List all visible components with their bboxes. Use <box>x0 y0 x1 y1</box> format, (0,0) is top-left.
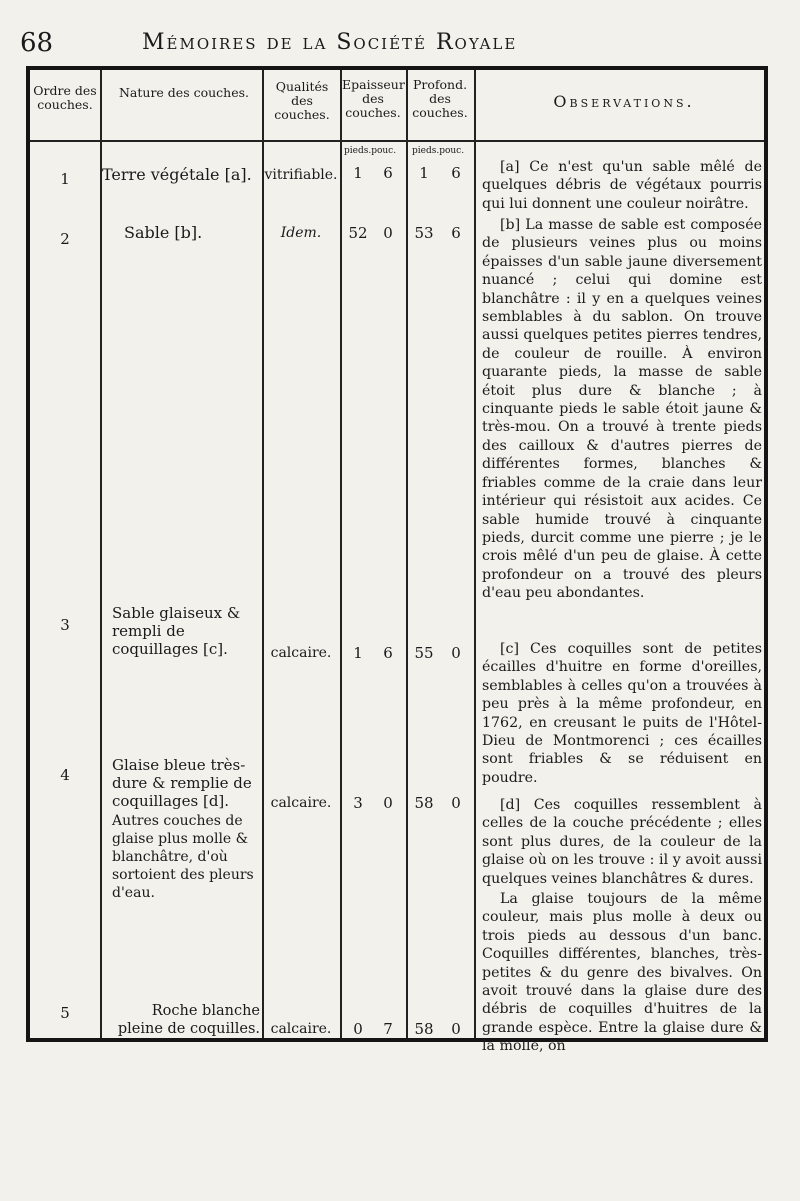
row-2-depth-inches: 6 <box>451 224 461 242</box>
page-number: 68 <box>20 28 54 58</box>
row-5-thickness-feet: 0 <box>353 1020 363 1038</box>
observation-b-text: [b] La masse de sable est composée de plusieurs veines plus ou moins épaisses d'un sable jaune diversement nuancé ; celui qui domine est blanchâtre : il y en a quelques veines semblables à du sablon. On trouve aussi quelques petites pierres tendres, de couleur de rouille. À environ quarante pieds, la masse de sable étoit plus dure & blanche ; à cinquante pieds le sable étoit jaune & très-mou. On a trouvé à trente pieds des cailloux & d'autres pierres de différentes formes, blanches & friables comme de la craie dans leur intérieur qui résistoit aux acides. Ce sable humide trouvé à cinquante pieds, durcit comme une pierre ; je le crois mêlé d'un peu de glaise. À cette profondeur on a trouvé des pleurs d'eau peu abondantes. <box>482 217 762 602</box>
strata-table <box>26 66 768 1055</box>
column-rule <box>262 70 264 1038</box>
row-5-nature: Roche blanche pleine de coquilles. <box>117 1003 260 1037</box>
row-5-depth-inches: 0 <box>451 1020 461 1038</box>
row-4-quality: calcaire. <box>270 795 332 811</box>
observation-a <box>482 158 762 213</box>
row-4-thickness-inches: 0 <box>383 794 393 812</box>
header-depth: Profond. des couches. <box>412 77 468 120</box>
row-3-thickness-feet: 1 <box>353 644 363 662</box>
row-5-order: 5 <box>60 1004 70 1022</box>
row-3-thickness-inches: 6 <box>383 644 393 662</box>
thickness-units: pieds.pouc. <box>344 146 397 156</box>
observation-a-text: [a] Ce n'est qu'un sable mêlé de quelques débris de végétaux pourris qui lui donnent une couleur noirâtre. <box>482 159 762 212</box>
row-3-depth-inches: 0 <box>451 644 461 662</box>
row-5-quality: calcaire. <box>270 1021 332 1037</box>
row-1-thickness-feet: 1 <box>353 164 363 182</box>
observation-d <box>482 796 762 888</box>
row-4-nature: Glaise bleue très-dure & remplie de coquillages [d]. <box>112 756 252 810</box>
row-4-depth-feet: 58 <box>414 794 434 812</box>
header-order: Ordre des couches. <box>33 83 97 112</box>
column-rule <box>100 70 102 1038</box>
row-1-order: 1 <box>60 170 70 188</box>
column-rule <box>340 70 342 1038</box>
row-4-order: 4 <box>60 766 70 784</box>
header-rule <box>30 140 764 142</box>
row-5-thickness-inches: 7 <box>383 1020 393 1038</box>
row-3-depth-feet: 55 <box>414 644 434 662</box>
observation-d-text: [d] Ces coquilles ressemblent à celles de la couche précédente ; elles sont plus dures, de la couleur de la glaise où on les trouve : il y avoit aussi quelques veines blanchâtres & dures. <box>482 797 762 887</box>
row-2-depth-feet: 53 <box>414 224 434 242</box>
observation-c-text: [c] Ces coquilles sont de petites écailles d'huitre en forme d'oreilles, semblables à celles qu'on a trouvées à peu près à la même profondeur, en 1762, en creusant le puits de l'Hôtel-Dieu de Montmorenci ; ces écailles sont friables & se réduisent en poudre. <box>482 641 762 786</box>
row-2-thickness-feet: 52 <box>348 224 368 242</box>
row-1-thickness-inches: 6 <box>383 164 393 182</box>
row-3-order: 3 <box>60 616 70 634</box>
row-4-depth-inches: 0 <box>451 794 461 812</box>
row-1-nature: Terre végétale [a]. <box>102 165 252 184</box>
row-4-nature-extra: Autres couches de glaise plus molle & blanchâtre, d'où sortoient des pleurs d'eau. <box>112 813 254 901</box>
row-1-quality: vitrifiable. <box>264 167 338 183</box>
row-2-quality: Idem. <box>280 225 322 241</box>
observation-c <box>482 640 762 787</box>
observation-b <box>482 216 762 603</box>
row-4-thickness-feet: 3 <box>353 794 363 812</box>
observation-continuation <box>482 890 762 1056</box>
header-observations: Observations. <box>553 92 695 111</box>
header-thickness: Epaisseur des couches. <box>342 77 405 120</box>
running-head <box>20 24 780 64</box>
row-2-thickness-inches: 0 <box>383 224 393 242</box>
column-rule <box>406 70 408 1038</box>
header-nature: Nature des couches. <box>118 85 249 100</box>
row-1-depth-feet: 1 <box>419 164 429 182</box>
row-1-depth-inches: 6 <box>451 164 461 182</box>
row-3-nature: Sable glaiseux & rempli de coquillages [c]. <box>112 604 241 658</box>
column-rule <box>474 70 476 1038</box>
row-2-order: 2 <box>60 230 70 248</box>
observation-continuation-text: La glaise toujours de la même couleur, mais plus molle à deux ou trois pieds au dessous d'un banc. Coquilles différentes, blanches, très-petites & du genre des bivalves. On avoit trouvé dans la glaise dure des débris de coquilles d'huitres de la grande espèce. Entre la glaise dure & la molle, on <box>482 891 762 1055</box>
depth-units: pieds.pouc. <box>412 146 465 156</box>
row-2-nature: Sable [b]. <box>124 223 203 242</box>
page-title: Mémoires de la Société Royale <box>142 30 518 55</box>
header-quality: Qualités des couches. <box>274 79 330 122</box>
row-3-quality: calcaire. <box>270 645 332 661</box>
row-5-depth-feet: 58 <box>414 1020 434 1038</box>
